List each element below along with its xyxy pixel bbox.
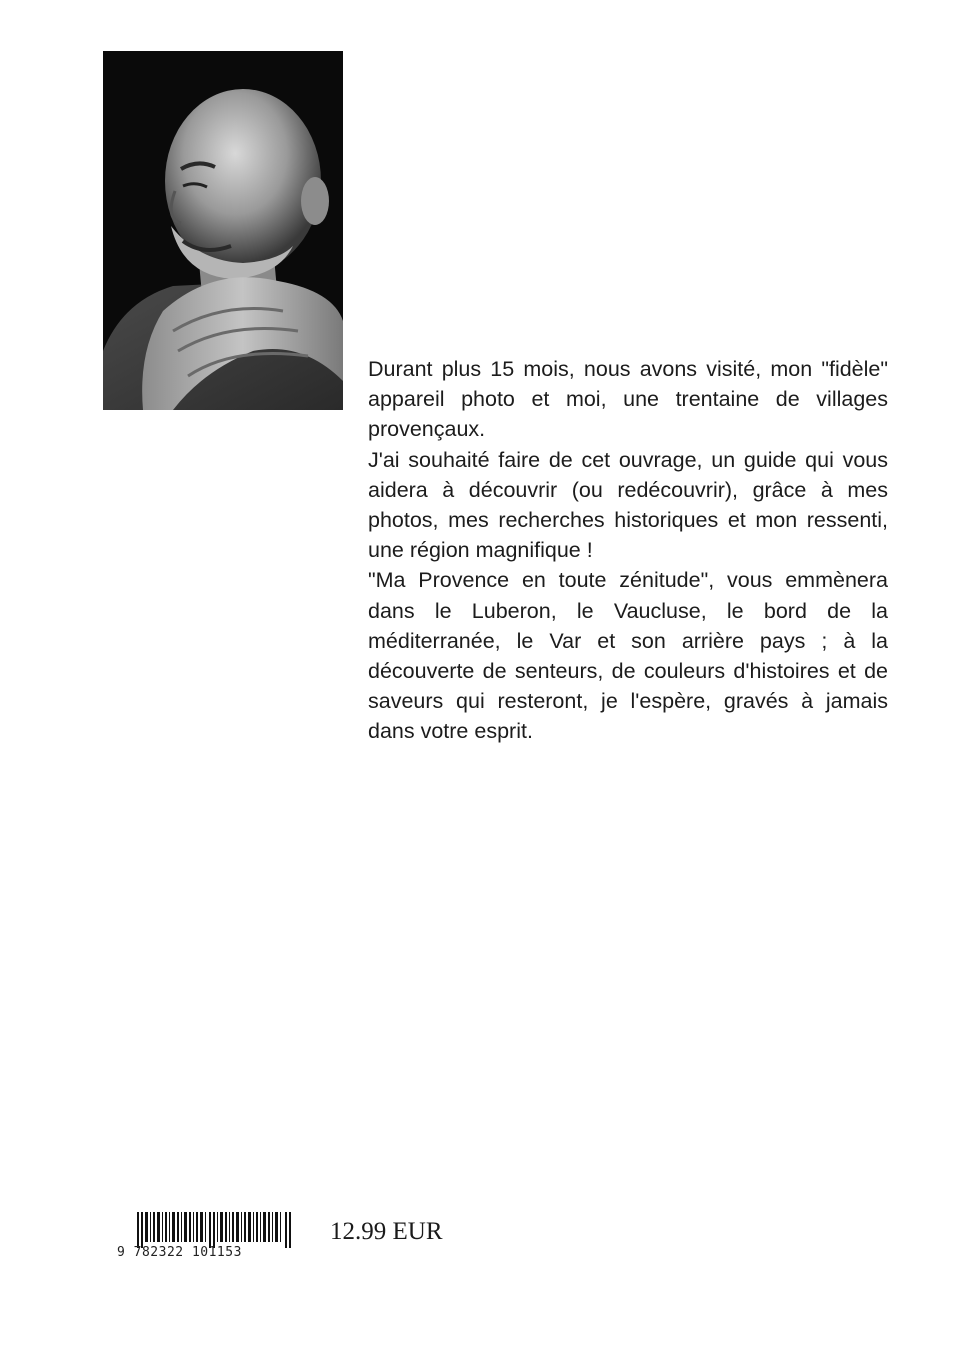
- author-portrait-photo: [103, 51, 343, 410]
- blurb-paragraph: Durant plus 15 mois, nous avons visité, mon "fidèle" appareil photo et moi, une trentaine de villages provençaux.: [368, 357, 888, 442]
- back-cover-blurb: [368, 354, 888, 747]
- barcode-icon: [137, 1212, 293, 1248]
- isbn-barcode: [117, 1212, 297, 1262]
- blurb-paragraph: "Ma Provence en toute zénitude", vous emmènera dans le Luberon, le Vaucluse, le bord de la méditerranée, le Var et son arrière pays ; à la découverte de senteurs, de couleurs d'histoires et de saveurs qui resteront, je l'espère, gravés à jamais dans votre esprit.: [368, 568, 888, 744]
- portrait-illustration: [103, 51, 343, 410]
- blurb-paragraph: J'ai souhaité faire de cet ouvrage, un guide qui vous aidera à découvrir (ou redécouvrir), grâce à mes photos, mes recherches historiques et mon ressenti, une région magnifique !: [368, 447, 888, 563]
- isbn-number: 9 782322 101153: [117, 1245, 242, 1260]
- price-label: 12.99 EUR: [330, 1218, 443, 1245]
